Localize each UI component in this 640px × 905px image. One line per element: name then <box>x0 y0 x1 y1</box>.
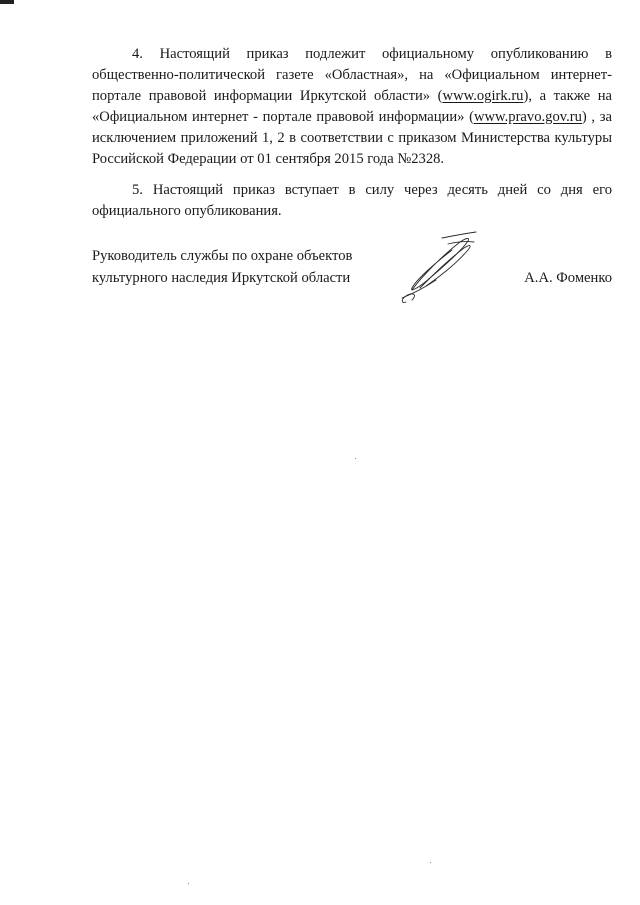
scan-corner-mark <box>0 0 14 4</box>
signatory-position-line-1: Руководитель службы по охране объектов <box>92 248 353 264</box>
paragraph-4-text-a: Настоящий приказ подлежит официальному опубликованию в общественно-политической газете «Областная», на «Официальном интернет-портале правовой информации Иркутской области» ( <box>92 46 612 104</box>
pravo-link[interactable]: www.pravo.gov.ru <box>473 109 582 125</box>
scan-speck <box>355 458 356 459</box>
signatory-position <box>92 245 352 289</box>
signer-name: А.А. Фоменко <box>524 270 612 286</box>
paragraph-5 <box>92 180 612 222</box>
paragraph-5-text: Настоящий приказ вступает в силу через десять дней со дня его официального опубликования. <box>92 182 612 219</box>
paragraph-4-number: 4. <box>132 46 143 62</box>
ogirk-link[interactable]: www.ogirk.ru <box>442 88 524 104</box>
scan-speck <box>430 862 431 863</box>
paragraph-4-text-b: ), а также на «Официальном интернет - портале правовой информации» ( <box>92 88 612 125</box>
paragraph-4 <box>92 44 612 170</box>
scan-speck <box>188 883 189 884</box>
signatory-position-line-2: культурного наследия Иркутской области <box>92 270 351 286</box>
paragraph-5-number: 5. <box>132 182 143 198</box>
handwritten-signature-icon <box>382 228 482 308</box>
paragraph-4-text-c: ) , за исключением приложений 1, 2 в соответствии с приказом Министерства культуры Российской Федерации от 01 сентября 2015 года №2328. <box>92 109 612 167</box>
